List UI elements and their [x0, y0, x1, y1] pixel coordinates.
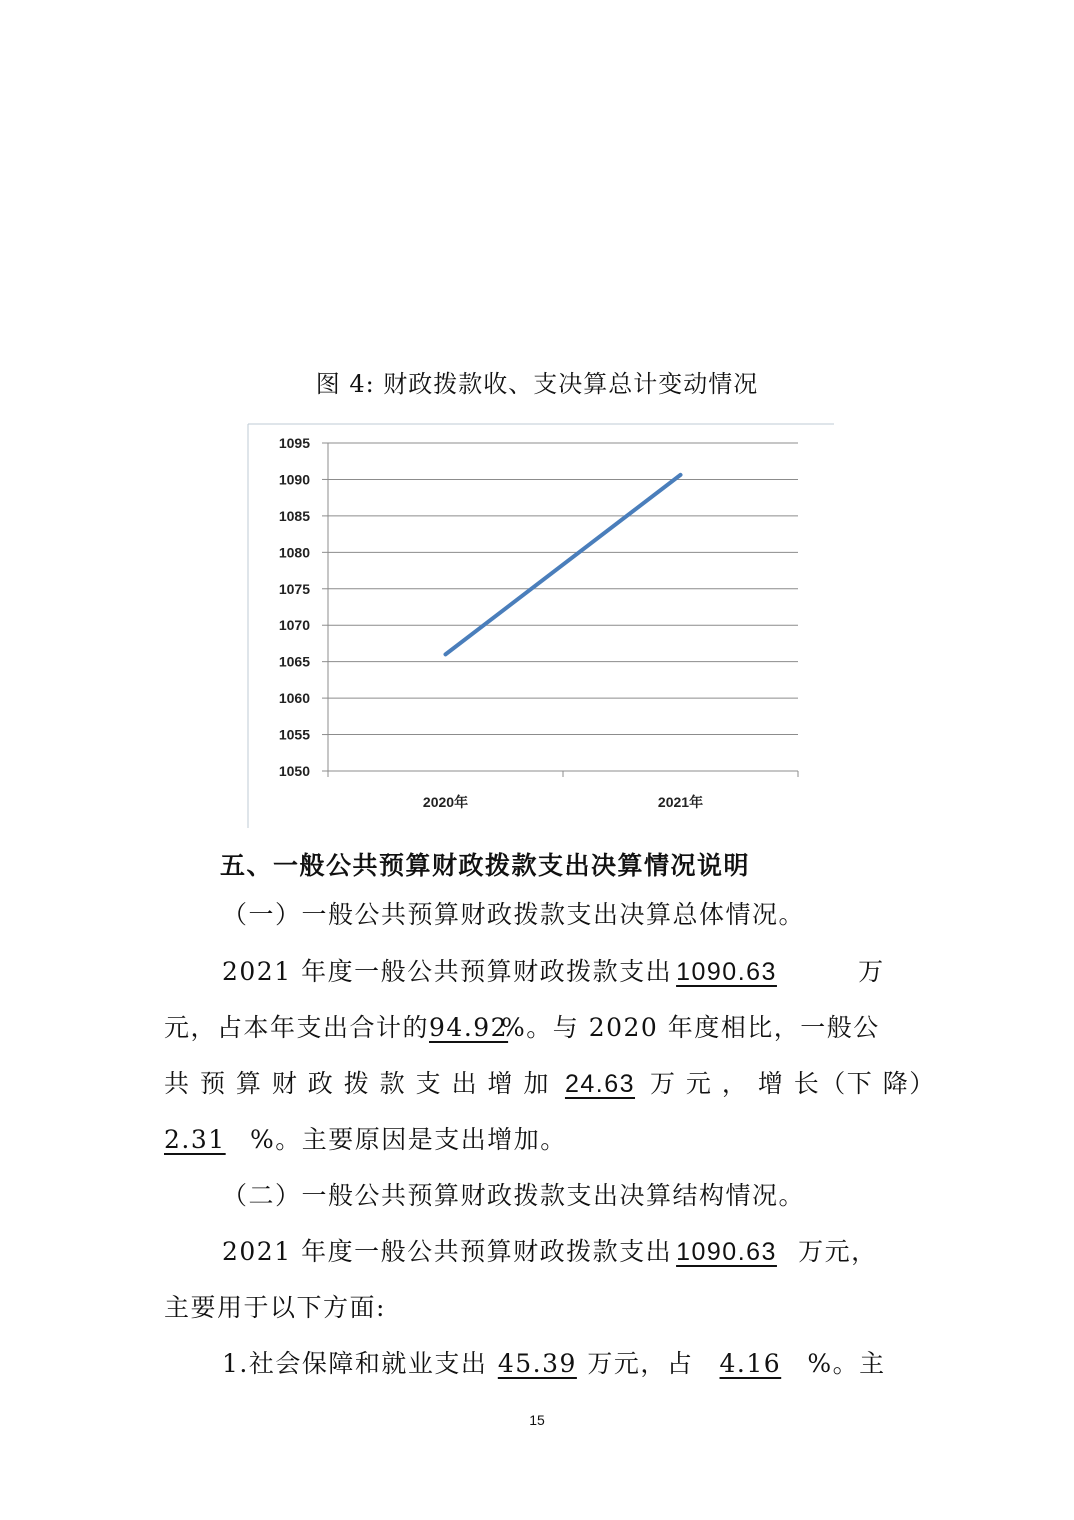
figure-caption: 图 4: 财政拨款收、支决算总计变动情况 [315, 370, 759, 398]
chart-grid [322, 443, 798, 771]
text: 1.社会保障和就业支出 [222, 1349, 488, 1378]
page-number: 15 [529, 1412, 545, 1428]
subsection-1-title: （一）一般公共预算财政拨款支出决算总体情况。 [222, 900, 806, 929]
line-chart [240, 414, 834, 834]
x-tick-label-1: 2021年 [657, 794, 704, 810]
y-tick-label-1085: 1085 [278, 507, 310, 524]
text: 2021 年度一般公共预算财政拨款支出 [222, 957, 673, 986]
text: %。主 [807, 1349, 886, 1378]
paragraph-line-7 [222, 1344, 1074, 1380]
paragraph-line-2 [164, 1008, 1074, 1044]
y-tick-label-1050: 1050 [278, 763, 310, 779]
y-tick-label-1080: 1080 [278, 544, 310, 561]
value-social-security-percent: 4.16 [719, 1349, 782, 1378]
value-total-expenditure: 1090.63 [676, 958, 777, 986]
x-tick-label-0: 2020年 [422, 794, 469, 810]
paragraph-line-5 [222, 1232, 1074, 1268]
value-total-expenditure-2: 1090.63 [676, 1238, 777, 1266]
y-tick-label-1090: 1090 [278, 471, 310, 488]
y-tick-label-1055: 1055 [278, 726, 310, 743]
text: 万 元 ， 增 长（下 降） [649, 1069, 936, 1098]
x-tick-labels [328, 771, 798, 810]
paragraph-line-1 [222, 952, 1074, 988]
text: %。与 2020 年度相比，一般公 [501, 1013, 880, 1042]
paragraph-line-3 [164, 1064, 1074, 1100]
section-title: 五、一般公共预算财政拨款支出决算情况说明 [220, 851, 751, 880]
text: 万元，占 [587, 1349, 694, 1378]
text: 万 [858, 957, 885, 986]
series-line-path [446, 475, 681, 655]
y-tick-label-1060: 1060 [278, 690, 310, 707]
series-line [445, 475, 680, 655]
text: 万元， [798, 1237, 878, 1266]
y-tick-label-1065: 1065 [278, 653, 310, 670]
paragraph-line-4 [164, 1120, 1074, 1156]
paragraph-line-6: 主要用于以下方面: [164, 1293, 386, 1322]
value-percent-of-total: 94.92 [429, 1013, 509, 1042]
text: 2021 年度一般公共预算财政拨款支出 [222, 1237, 673, 1266]
y-tick-labels [279, 435, 310, 779]
y-tick-label-1075: 1075 [278, 580, 310, 597]
y-tick-label-1095: 1095 [278, 435, 310, 451]
chart-svg [240, 414, 834, 834]
chart-frame [248, 424, 834, 828]
y-tick-label-1070: 1070 [278, 617, 310, 634]
value-increase: 24.63 [564, 1070, 636, 1098]
text: 共 预 算 财 政 拨 款 支 出 增 加 [164, 1069, 550, 1098]
text: %。主要原因是支出增加。 [250, 1125, 567, 1154]
text: 元，占本年支出合计的 [164, 1013, 430, 1042]
value-social-security: 45.39 [497, 1349, 577, 1378]
subsection-2-title: （二）一般公共预算财政拨款支出决算结构情况。 [222, 1181, 806, 1210]
value-growth-rate: 2.31 [164, 1125, 226, 1154]
